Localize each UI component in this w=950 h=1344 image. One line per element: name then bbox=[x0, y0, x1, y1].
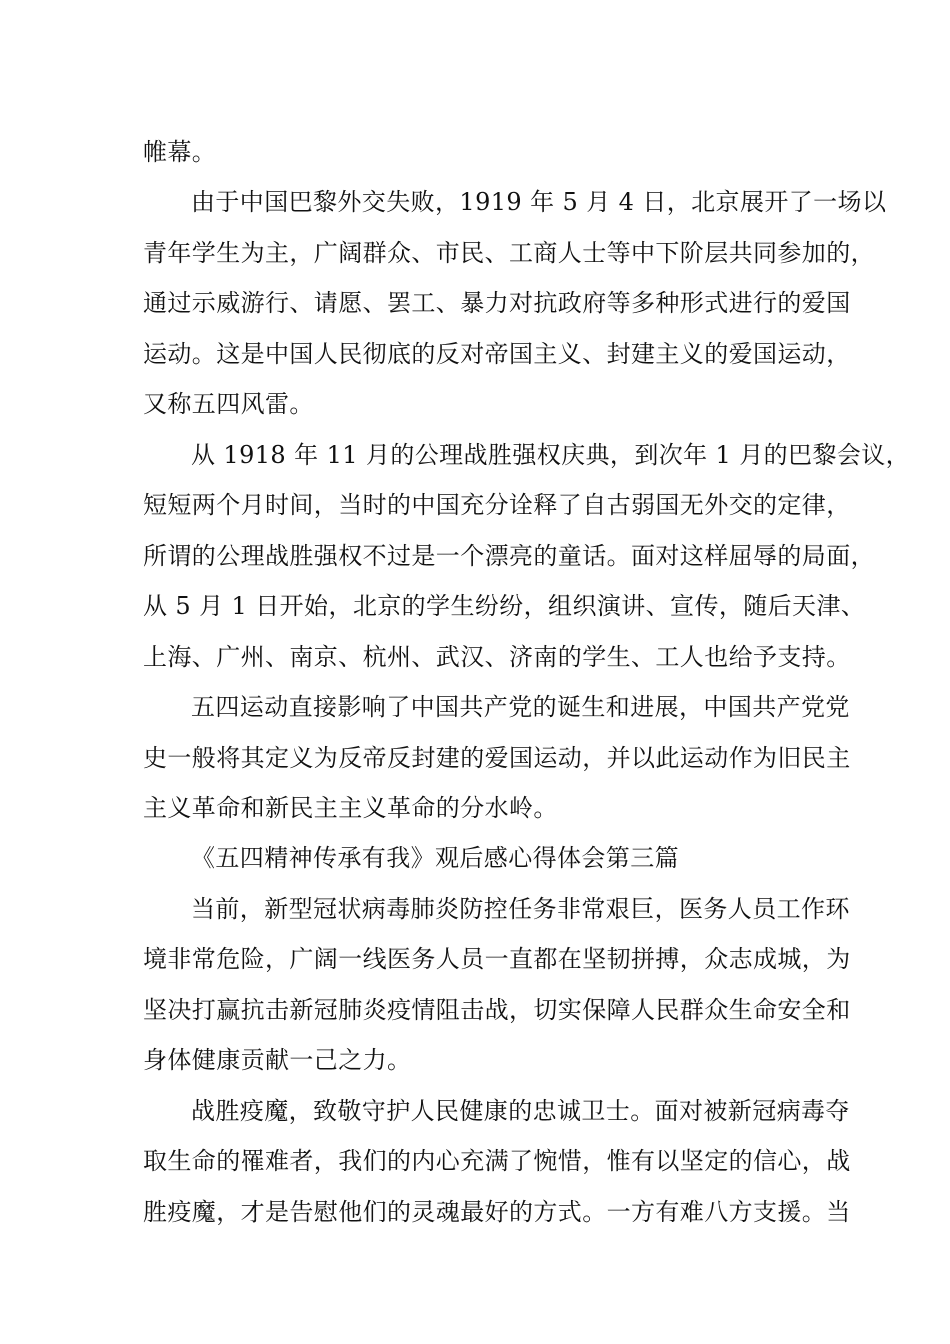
text-line: 短短两个月时间，当时的中国充分诠释了自古弱国无外交的定律， bbox=[143, 491, 851, 519]
text-line: 五四运动直接影响了中国共产党的诞生和进展，中国共产党党 bbox=[191, 693, 850, 721]
text-line: 主义革命和新民主主义革命的分水岭。 bbox=[143, 794, 558, 822]
text-line: 帷幕。 bbox=[143, 138, 217, 166]
text-line: 从 1918 年 11 月的公理战胜强权庆典，到次年 1 月的巴黎会议， bbox=[191, 441, 911, 469]
text-line: 身体健康贡献一己之力。 bbox=[143, 1046, 412, 1074]
text-line: 青年学生为主，广阔群众、市民、工商人士等中下阶层共同参加的， bbox=[143, 239, 875, 267]
text-line: 境非常危险，广阔一线医务人员一直都在坚韧拼搏，众志成城，为 bbox=[143, 945, 851, 973]
text-line: 运动。这是中国人民彻底的反对帝国主义、封建主义的爱国运动， bbox=[143, 340, 851, 368]
section-title: 《五四精神传承有我》观后感心得体会第三篇 bbox=[191, 844, 679, 872]
text-line: 坚决打赢抗击新冠肺炎疫情阻击战，切实保障人民群众生命安全和 bbox=[143, 996, 851, 1024]
text-line: 又称五四风雷。 bbox=[143, 390, 314, 418]
text-line: 从 5 月 1 日开始，北京的学生纷纷，组织演讲、宣传，随后天津、 bbox=[143, 592, 866, 620]
text-line: 战胜疫魔，致敬守护人民健康的忠诚卫士。面对被新冠病毒夺 bbox=[191, 1097, 850, 1125]
text-line: 通过示威游行、请愿、罢工、暴力对抗政府等多种形式进行的爱国 bbox=[143, 289, 851, 317]
text-line: 胜疫魔，才是告慰他们的灵魂最好的方式。一方有难八方支援。当 bbox=[143, 1198, 851, 1226]
text-line: 史一般将其定义为反帝反封建的爱国运动，并以此运动作为旧民主 bbox=[143, 744, 851, 772]
text-line: 所谓的公理战胜强权不过是一个漂亮的童话。面对这样屈辱的局面， bbox=[143, 542, 875, 570]
text-line: 取生命的罹难者，我们的内心充满了惋惜，惟有以坚定的信心，战 bbox=[143, 1147, 851, 1175]
text-line: 当前，新型冠状病毒肺炎防控任务非常艰巨，医务人员工作环 bbox=[191, 895, 850, 923]
text-line: 上海、广州、南京、杭州、武汉、济南的学生、工人也给予支持。 bbox=[143, 643, 851, 671]
text-line: 由于中国巴黎外交失败，1919 年 5 月 4 日，北京展开了一场以 bbox=[191, 188, 887, 216]
